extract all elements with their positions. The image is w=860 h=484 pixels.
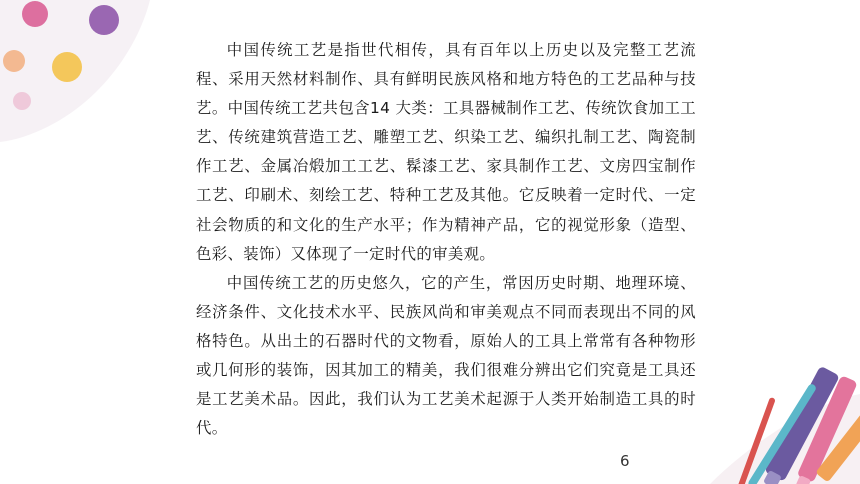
yellow-dot: [52, 52, 82, 82]
paragraph-2: 中国传统工艺的历史悠久，它的产生，常因历史时期、地理环境、经济条件、文化技术水平、民族风尚和审美观点不同而表现出不同的风格特色。从出土的石器时代的文物看，原始人的工具上常常有各种物形或几何形的装饰，因其加工的精美，我们很难分辨出它们究竟是工具还是工艺美术品。因此，我们认为工艺美术起源于人类开始制造工具的时代。: [196, 273, 696, 438]
paragraph-1: 中国传统工艺是指世代相传，具有百年以上历史以及完整工艺流程、采用天然材料制作、具有鲜明民族风格和地方特色的工艺品种与技艺。中国传统工艺共包含14 大类：工具器械制作工艺、传统饮食加工工艺、传统建筑营造工艺、雕塑工艺、织染工艺、编织扎制工艺、陶瓷制作工艺、金属冶煅加工工艺、髹漆工艺、家具制作工艺、文房四宝制作工艺、印刷术、刻绘工艺、特种工艺及其他。它反映着一定时代、一定社会物质的和文化的生产水平；作为精神产品，它的视觉形象（造型、色彩、装饰）又体现了一定时代的审美观。: [196, 41, 696, 263]
purple-dot: [89, 5, 119, 35]
pink-dot: [13, 92, 31, 110]
magenta-dot: [22, 1, 48, 27]
paint-tubes-decoration: [690, 324, 860, 484]
page-number: 6: [620, 452, 630, 470]
body-text: [196, 36, 696, 443]
palette-dots-decoration: [0, 0, 170, 150]
orange-dot: [3, 50, 25, 72]
